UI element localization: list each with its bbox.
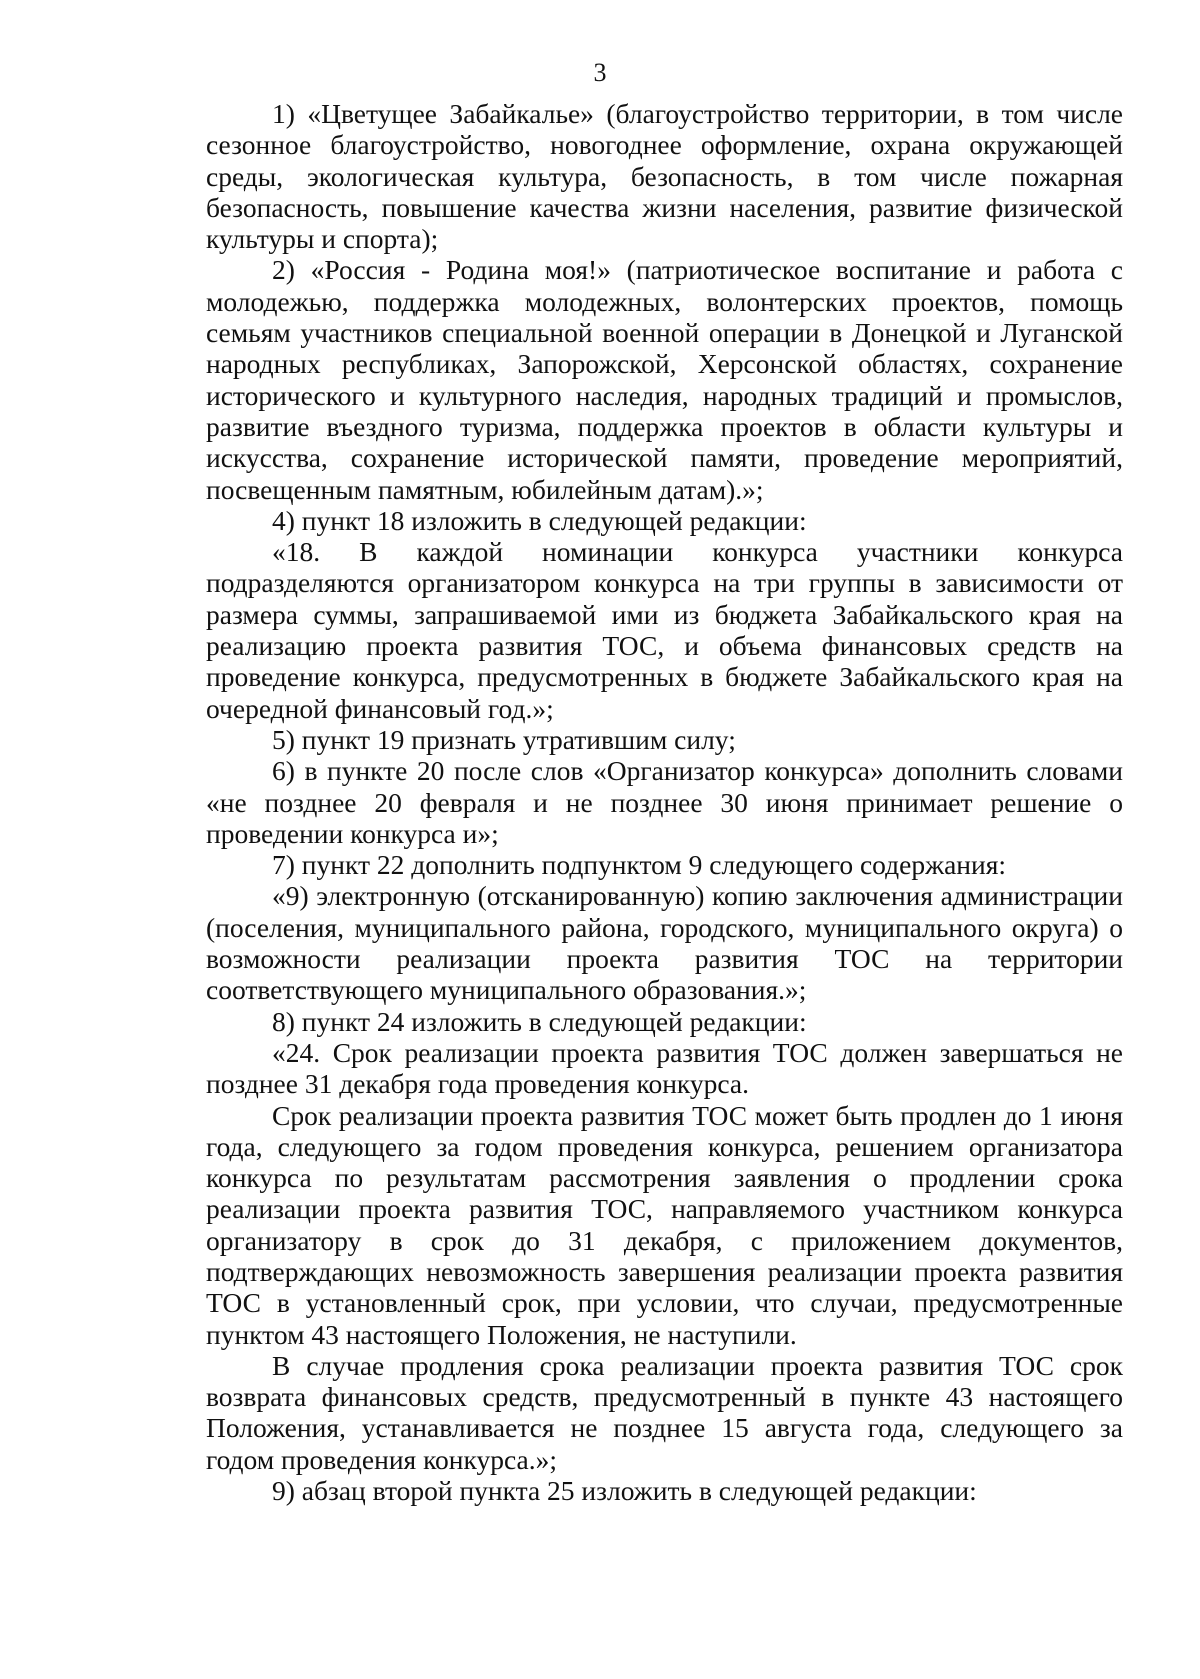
paragraph-subclause-9: «9) электронную (отсканированную) копию заключения администрации (поселения, муниципального района, городского, муниципального округа) о возможности реализации проекта развития ТОС на территории соответствующего муниципального образования.»; <box>206 880 1123 1006</box>
paragraph-refund-terms: В случае продления срока реализации проекта развития ТОС срок возврата финансовых средств, предусмотренный в пункте 43 настоящего Положения, устанавливается не позднее 15 августа года, следующего за годом проведения конкурса.»; <box>206 1349 1123 1475</box>
paragraph-amendment-7: 7) пункт 22 дополнить подпунктом 9 следующего содержания: <box>272 849 1007 881</box>
document-body <box>206 98 1123 1506</box>
paragraph-amendment-4: 4) пункт 18 изложить в следующей редакции: <box>272 504 807 536</box>
paragraph-clause-24: «24. Срок реализации проекта развития ТОС должен завершаться не позднее 31 декабря года проведения конкурса. <box>206 1036 1123 1100</box>
paragraph-amendment-9: 9) абзац второй пункта 25 изложить в следующей редакции: <box>272 1475 977 1507</box>
paragraph-amendment-5: 5) пункт 19 признать утратившим силу; <box>272 723 736 755</box>
page-number: 3 <box>593 58 607 87</box>
paragraph-amendment-8: 8) пункт 24 изложить в следующей редакции: <box>272 1005 807 1037</box>
paragraph-extension-terms: Срок реализации проекта развития ТОС может быть продлен до 1 июня года, следующего за годом проведения конкурса, решением организатора конкурса по результатам рассмотрения заявления о продлении срока реализации проекта развития ТОС, направляемого участником конкурса организатору в срок до 31 декабря, с приложением документов, подтверждающих невозможность завершения реализации проекта развития ТОС в установленный срок, при условии, что случаи, предусмотренные пунктом 43 настоящего Положения, не наступили. <box>206 1099 1123 1350</box>
paragraph-item-2-nomination: 2) «Россия - Родина моя!» (патриотическое воспитание и работа с молодежью, поддержка молодежных, волонтерских проектов, помощь семьям участников специальной военной операции в Донецкой и Луганской народных республиках, Запорожской, Херсонской областях, сохранение исторического и культурного наследия, народных традиций и промыслов, развитие въездного туризма, поддержка проектов в области культуры и искусства, сохранение исторической памяти, проведение мероприятий, посвещенным памятным, юбилейным датам).»; <box>206 254 1123 505</box>
paragraph-clause-18: «18. В каждой номинации конкурса участники конкурса подразделяются организатором конкурса на три группы в зависимости от размера суммы, запрашиваемой ими из бюджета Забайкальского края на реализацию проекта развития ТОС, и объема финансовых средств на проведение конкурса, предусмотренных в бюджете Забайкальского края на очередной финансовый год.»; <box>206 536 1123 724</box>
paragraph-item-1-nomination: 1) «Цветущее Забайкалье» (благоустройство территории, в том числе сезонное благоустройство, новогоднее оформление, охрана окружающей среды, экологическая культура, безопасность, в том числе пожарная безопасность, повышение качества жизни населения, развитие физической культуры и спорта); <box>206 98 1123 255</box>
paragraph-amendment-6: 6) в пункте 20 после слов «Организатор конкурса» дополнить словами «не позднее 20 февраля и не позднее 30 июня принимает решение о проведении конкурса и»; <box>206 755 1123 849</box>
